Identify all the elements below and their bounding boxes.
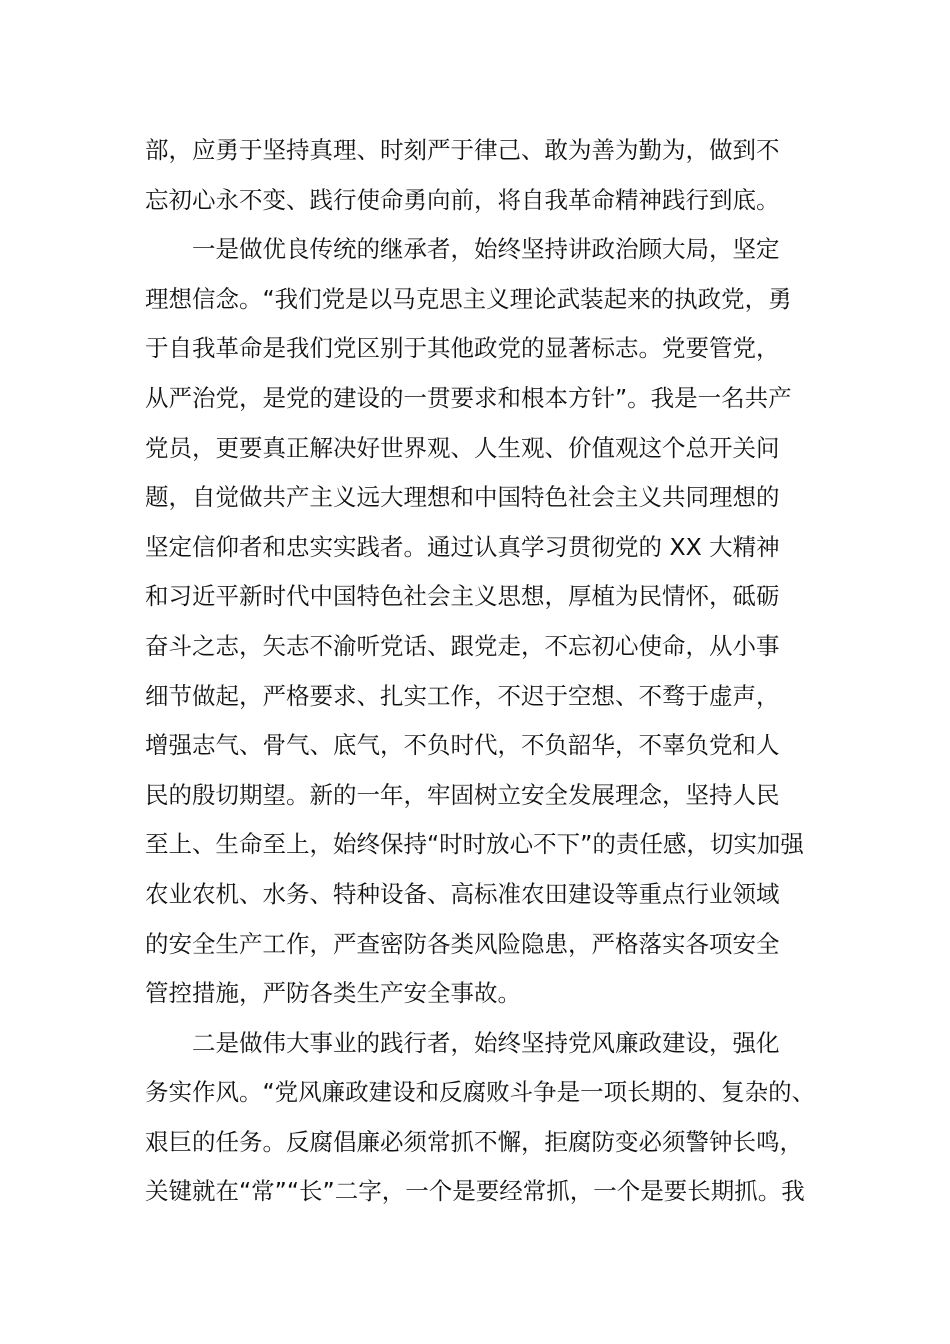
text-line: 艰巨的任务。反腐倡廉必须常抓不懈，拒腐防变必须警钟长鸣， [145,1127,803,1156]
text-line: 理想信念。“我们党是以马克思主义理论武装起来的执政党，勇 [145,284,792,313]
text-line: 于自我革命是我们党区别于其他政党的显著标志。党要管党， [145,334,780,363]
text-line: 务实作风。“党风廉政建设和反腐败斗争是一项长期的、复杂的、 [145,1078,816,1107]
text-line: 至上、生命至上，始终保持“时时放心不下”的责任感，切实加强 [145,830,804,859]
text-line: 题，自觉做共产主义远大理想和中国特色社会主义共同理想的 [145,483,780,512]
paragraph-start-line: 一是做优良传统的继承者，始终坚持讲政治顾大局，坚定 [192,235,780,264]
text-line: 管控措施，严防各类生产安全事故。 [145,979,521,1008]
document-body [145,126,825,1217]
text-line: 坚定信仰者和忠实实践者。通过认真学习贯彻党的 XX 大精神 [145,532,780,561]
text-line: 关键就在“常”“长”二字，一个是要经常抓，一个是要长期抓。我 [145,1177,805,1206]
text-line: 从严治党，是党的建设的一贯要求和根本方针”。我是一名共产 [145,383,792,412]
text-line: 党员，更要真正解决好世界观、人生观、价值观这个总开关问 [145,433,780,462]
text-line: 的安全生产工作，严查密防各类风险隐患，严格落实各项安全 [145,929,780,958]
text-line: 和习近平新时代中国特色社会主义思想，厚植为民情怀，砥砺 [145,582,780,611]
text-line: 农业农机、水务、特种设备、高标准农田建设等重点行业领域 [145,879,780,908]
paragraph-start-line: 二是做伟大事业的践行者，始终坚持党风廉政建设，强化 [192,1028,780,1057]
text-line: 细节做起，严格要求、扎实工作，不迟于空想、不骛于虚声， [145,681,780,710]
text-line: 民的殷切期望。新的一年，牢固树立安全发展理念，坚持人民 [145,780,780,809]
text-line: 增强志气、骨气、底气，不负时代，不负韶华，不辜负党和人 [145,731,780,760]
text-line: 忘初心永不变、践行使命勇向前，将自我革命精神践行到底。 [145,185,780,214]
text-line: 部，应勇于坚持真理、时刻严于律己、敢为善为勤为，做到不 [145,136,780,164]
text-line: 奋斗之志，矢志不渝听党话、跟党走，不忘初心使命，从小事 [145,631,780,660]
